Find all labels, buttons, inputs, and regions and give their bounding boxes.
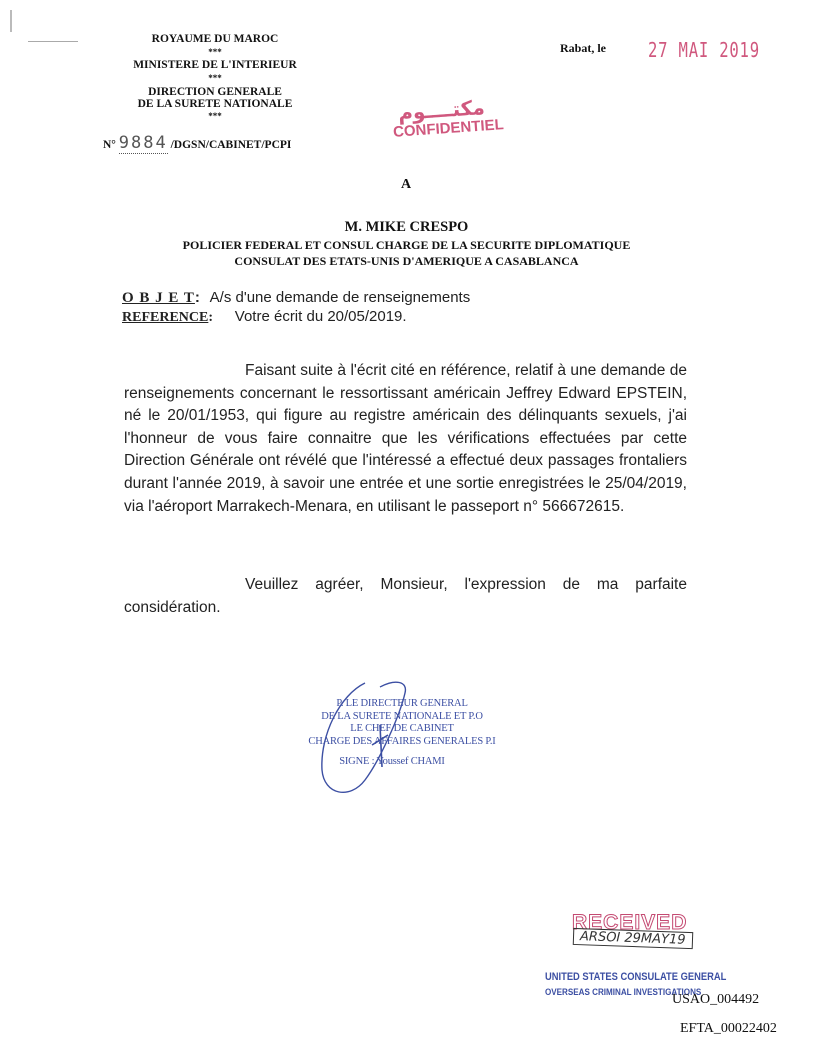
ref-number-handwritten: 9884 <box>118 133 168 153</box>
objet-label: O B J E T <box>122 290 195 306</box>
signature-line: SIGNE : Youssef CHAMI <box>339 756 445 767</box>
body-paragraph: Faisant suite à l'écrit cité en référence, relatif à une demande de renseignements concernant le ressortissant américain Jeffrey Edward EPSTEIN, né le 20/01/1953, qui figure au registre américain des délinquants sexuels, j'ai l'honneur de vous faire connaitre que les vérifications effectuées par cette Direction Générale ont révélé que l'intéressé a effectué deux passages frontaliers durant l'année 2019, à savoir une entrée et une sortie enregistrées le 25/04/2019, via l'aéroport Marrakech-Menara, en utilisant le passeport n° 566672615. <box>124 362 687 515</box>
bates-number-usao: USAO_004492 <box>672 992 760 1007</box>
direction-subtitle: DE LA SURETE NATIONALE <box>137 98 293 110</box>
received-handwritten: ARSOI 29MAY19 <box>573 928 693 949</box>
received-stamp: RECEIVED <box>572 911 688 934</box>
confidential-stamp-arabic: مكتــــوم <box>397 95 486 125</box>
confidential-stamp: CONFIDENTIEL <box>392 116 505 141</box>
reference-value: Votre écrit du 20/05/2019. <box>234 308 407 325</box>
signature-line: LE CHEF DE CABINET <box>350 723 454 734</box>
recipient-title: POLICIER FEDERAL ET CONSUL CHARGE DE LA SECURITE DIPLOMATIQUE <box>182 238 631 252</box>
signature-line: CHARGE DES AFFAIRES GENERALES P.I <box>308 735 496 747</box>
kingdom-title: ROYAUME DU MAROC <box>151 33 279 45</box>
handwritten-signature-scribble <box>310 675 420 805</box>
ministry-title: MINISTERE DE L'INTERIEUR <box>133 59 297 71</box>
consulate-stamp-line1: UNITED STATES CONSULATE GENERAL <box>545 971 727 983</box>
recipient-consulate: CONSULAT DES ETATS-UNIS D'AMERIQUE A CASABLANCA <box>234 254 579 268</box>
separator-stars: *** <box>208 111 222 121</box>
subject-block: O B J E T: A/s d'une demande de renseignements REFERENCE: Votre écrit du 20/05/2019. <box>122 289 471 325</box>
scan-mark <box>10 10 12 32</box>
bates-number-efta: EFTA_00022402 <box>680 1021 777 1036</box>
separator-stars: *** <box>208 73 222 83</box>
ref-prefix: N° <box>103 139 116 151</box>
recipient-to: A <box>400 177 412 192</box>
date-stamp: 27 MAI 2019 <box>648 38 760 62</box>
recipient-name: M. MIKE CRESPO <box>344 219 469 235</box>
header-block <box>110 33 320 121</box>
consulate-stamp-line2: OVERSEAS CRIMINAL INVESTIGATIONS <box>545 987 702 998</box>
closing-paragraph: Veuillez agréer, Monsieur, l'expression de ma parfaite considération. <box>124 576 687 616</box>
objet-value: A/s d'une demande de renseignements <box>209 289 471 306</box>
reference-number <box>103 133 291 153</box>
signature-line: P. LE DIRECTEUR GENERAL <box>336 698 468 709</box>
scan-mark <box>28 41 78 42</box>
ref-suffix: /DGSN/CABINET/PCPI <box>170 139 292 151</box>
separator-stars: *** <box>208 47 222 57</box>
direction-title: DIRECTION GENERALE <box>148 86 282 98</box>
place-label: Rabat, le <box>560 41 606 55</box>
reference-label: REFERENCE <box>122 310 209 325</box>
signature-line: DE LA SURETE NATIONALE ET P.O <box>321 710 483 722</box>
